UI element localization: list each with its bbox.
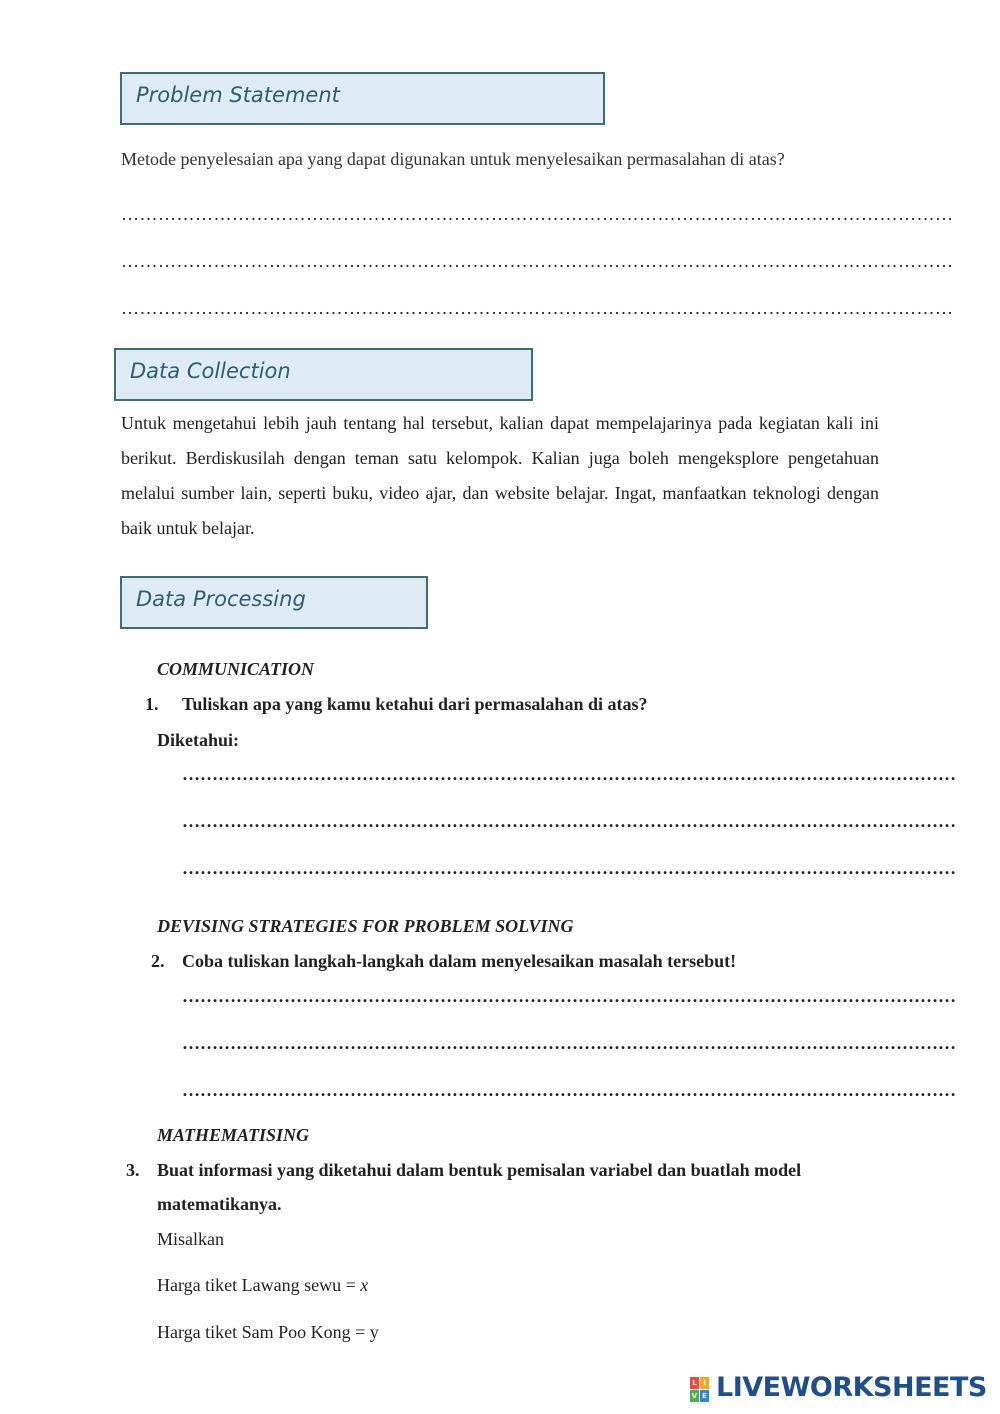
answer-line[interactable]: ………………………………………………………………………………………………………………… [182, 1033, 956, 1053]
logo-text: LIVEWORKSHEETS [716, 1372, 987, 1403]
question-number: 2. [151, 951, 165, 971]
communication-heading: COMMUNICATION [157, 659, 315, 679]
question-3-line-1: Buat informasi yang diketahui dalam bentuk pemisalan variabel dan buatlah model [157, 1160, 802, 1180]
variable-x-symbol: x [360, 1275, 369, 1295]
let-label: Misalkan [157, 1229, 224, 1249]
answer-line[interactable]: ……………………………………………………………………………………………………………………… [121, 251, 954, 271]
answer-line[interactable]: ………………………………………………………………………………………………………………… [182, 764, 956, 784]
answer-line[interactable]: ………………………………………………………………………………………………………………… [182, 811, 956, 831]
live-badge-icon: L I V E [690, 1377, 710, 1403]
question-3-line-2: matematikanya. [157, 1194, 282, 1214]
section-title: Data Collection [130, 359, 291, 383]
mathematising-heading: MATHEMATISING [157, 1125, 310, 1145]
strategies-heading: DEVISING STRATEGIES FOR PROBLEM SOLVING [157, 916, 574, 936]
question-number: 3. [126, 1160, 140, 1180]
variable-x-label: Harga tiket Lawang sewu = [157, 1275, 361, 1295]
question-1: Tuliskan apa yang kamu ketahui dari permasalahan di atas? [182, 694, 648, 714]
section-header-data-processing [120, 576, 428, 629]
answer-line[interactable]: ………………………………………………………………………………………………………………… [182, 986, 956, 1006]
question-2: Coba tuliskan langkah-langkah dalam menyelesaikan masalah tersebut! [182, 951, 737, 971]
answer-line[interactable]: ………………………………………………………………………………………………………………… [182, 858, 956, 878]
answer-line[interactable]: ………………………………………………………………………………………………………………… [182, 1080, 956, 1100]
data-collection-paragraph: Untuk mengetahui lebih jauh tentang hal tersebut, kalian dapat mempelajarinya pada kegiatan kali ini berikut. Berdiskusilah dengan teman satu kelompok. Kalian juga boleh mengeksplore pengetahuan melalui sumber lain, seperti buku, video ajar, dan website belajar. Ingat, manfaatkan teknologi dengan baik untuk belajar. [121, 413, 879, 538]
section-header-problem-statement [120, 72, 605, 125]
liveworksheets-logo [690, 1372, 990, 1408]
answer-line[interactable]: ……………………………………………………………………………………………………………………… [121, 298, 954, 318]
section-header-data-collection [114, 348, 533, 401]
section-title: Data Processing [136, 587, 306, 611]
known-label: Diketahui: [157, 730, 240, 750]
variable-y-line: Harga tiket Sam Poo Kong = y [157, 1322, 379, 1342]
answer-line[interactable]: ……………………………………………………………………………………………………………………… [121, 204, 954, 224]
question-number: 1. [145, 694, 159, 714]
variable-x-line [157, 1274, 368, 1296]
problem-question: Metode penyelesaian apa yang dapat digunakan untuk menyelesaikan permasalahan di atas? [121, 149, 785, 169]
section-title: Problem Statement [136, 83, 340, 107]
